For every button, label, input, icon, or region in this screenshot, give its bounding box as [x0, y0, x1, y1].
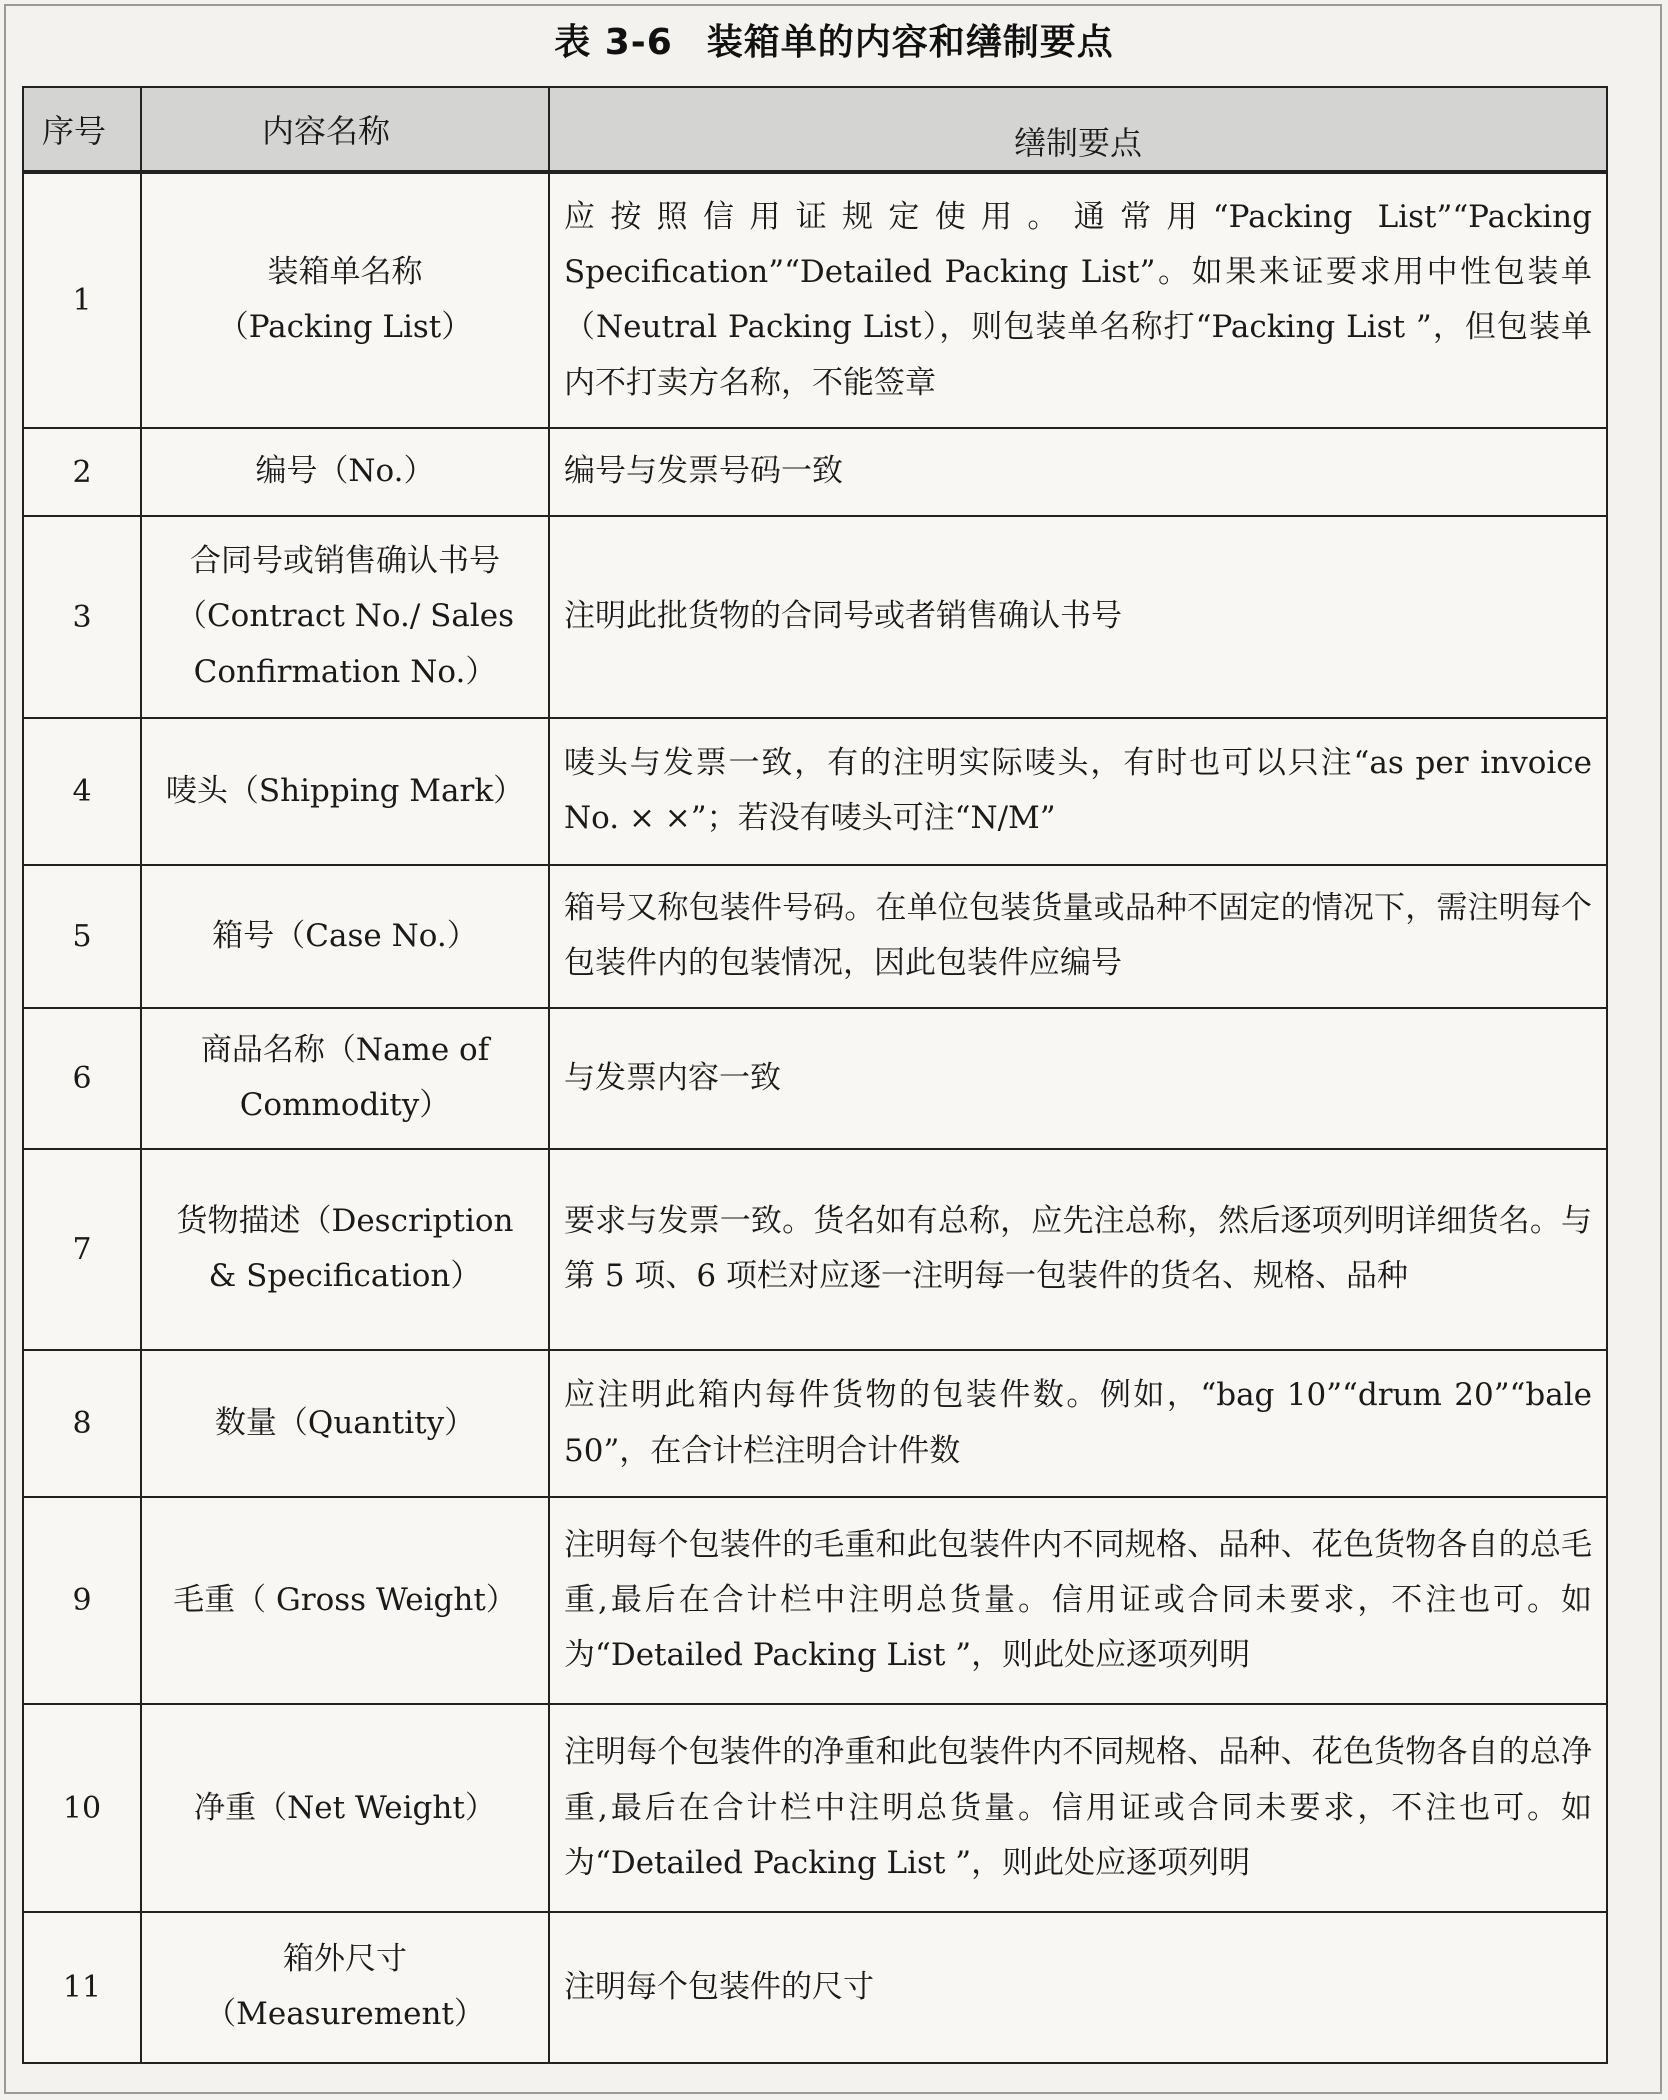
header-row	[23, 87, 1607, 172]
item-points: 应注明此箱内每件货物的包装件数。例如，“bag 10”“drum 20”“bale 50”，在合计栏注明合计件数	[549, 1350, 1607, 1497]
item-name-line: 货物描述（Description	[176, 1203, 514, 1240]
row-number: 11	[23, 1912, 141, 2063]
table-row	[23, 1149, 1607, 1350]
item-points: 注明此批货物的合同号或者销售确认书号	[549, 516, 1607, 717]
header-name: 内容名称	[141, 87, 549, 172]
item-points: 注明每个包装件的尺寸	[549, 1912, 1607, 2063]
table-row	[23, 1008, 1607, 1149]
item-points: 要求与发票一致。货名如有总称，应先注总称，然后逐项列明详细货名。与第 5 项、6 项栏对应逐一注明每一包装件的货名、规格、品种	[549, 1149, 1607, 1350]
item-name-line: （Measurement）	[205, 1996, 485, 2033]
row-number: 7	[23, 1149, 141, 1350]
item-name-line: 商品名称（Name of	[200, 1032, 490, 1068]
row-number: 8	[23, 1350, 141, 1497]
row-number: 2	[23, 428, 141, 517]
row-number: 10	[23, 1704, 141, 1911]
table-row	[23, 172, 1607, 428]
table-row	[23, 865, 1607, 1008]
item-name	[141, 516, 549, 717]
item-name	[141, 718, 549, 865]
item-points: 编号与发票号码一致	[549, 428, 1607, 517]
item-name-line: 合同号或销售确认书号	[190, 543, 500, 580]
table-title: 装箱单的内容和缮制要点	[706, 22, 1114, 63]
item-name-line: （Packing List）	[217, 309, 473, 346]
table-row	[23, 718, 1607, 865]
item-name-line: 箱外尺寸	[283, 1941, 407, 1978]
item-name-line: Confirmation No.）	[193, 653, 497, 690]
item-name-line: 净重（Net Weight）	[194, 1789, 496, 1826]
item-name	[141, 1912, 549, 2063]
item-points: 注明每个包装件的净重和此包装件内不同规格、品种、花色货物各自的总净重,最后在合计栏中注明总货量。信用证或合同未要求，不注也可。如为“Detailed Packing List ”，则此处应逐项列明	[549, 1704, 1607, 1911]
table-row	[23, 1497, 1607, 1704]
item-name-line: 编号（No.）	[255, 453, 435, 490]
item-name	[141, 1350, 549, 1497]
packing-list-table	[22, 86, 1608, 2064]
item-name	[141, 428, 549, 517]
item-name-line: 毛重（ Gross Weight）	[173, 1582, 517, 1619]
row-number: 4	[23, 718, 141, 865]
item-name-line: （Contract No./ Sales	[175, 598, 515, 635]
item-name-line: 唛头（Shipping Mark）	[165, 772, 525, 809]
item-points: 唛头与发票一致，有的注明实际唛头，有时也可以只注“as per invoice No. × ×”；若没有唛头可注“N/M”	[549, 718, 1607, 865]
item-name-line: 数量（Quantity）	[214, 1404, 476, 1441]
item-name-line: 装箱单名称	[267, 254, 423, 291]
table-row	[23, 428, 1607, 517]
header-points: 缮制要点	[549, 87, 1607, 172]
item-points: 注明每个包装件的毛重和此包装件内不同规格、品种、花色货物各自的总毛重,最后在合计栏中注明总货量。信用证或合同未要求，不注也可。如为“Detailed Packing List ”，则此处应逐项列明	[549, 1497, 1607, 1704]
item-name-line: 箱号（Case No.）	[212, 917, 478, 954]
item-points: 与发票内容一致	[549, 1008, 1607, 1149]
table-row	[23, 516, 1607, 717]
table-caption	[0, 14, 1668, 65]
table-number: 表 3-6	[554, 22, 673, 63]
row-number: 6	[23, 1008, 141, 1149]
header-num: 序号	[23, 87, 141, 172]
item-points: 应按照信用证规定使用。通常用“Packing List”“Packing Specification”“Detailed Packing List”。如果来证要求用中性包装单（Neutral Packing List），则包装单名称打“Packing List ”，但包装单内不打卖方名称，不能签章	[549, 172, 1607, 428]
table-row	[23, 1912, 1607, 2063]
item-name	[141, 172, 549, 428]
row-number: 3	[23, 516, 141, 717]
item-name	[141, 1149, 549, 1350]
table-row	[23, 1704, 1607, 1911]
row-number: 5	[23, 865, 141, 1008]
table-row	[23, 1350, 1607, 1497]
row-number: 9	[23, 1497, 141, 1704]
item-name-line: Commodity）	[239, 1087, 451, 1124]
item-name-line: & Specification）	[208, 1258, 482, 1295]
item-name	[141, 865, 549, 1008]
item-name	[141, 1008, 549, 1149]
item-name	[141, 1497, 549, 1704]
row-number: 1	[23, 172, 141, 428]
item-points: 箱号又称包装件号码。在单位包装货量或品种不固定的情况下，需注明每个包装件内的包装情况，因此包装件应编号	[549, 865, 1607, 1008]
item-name	[141, 1704, 549, 1911]
